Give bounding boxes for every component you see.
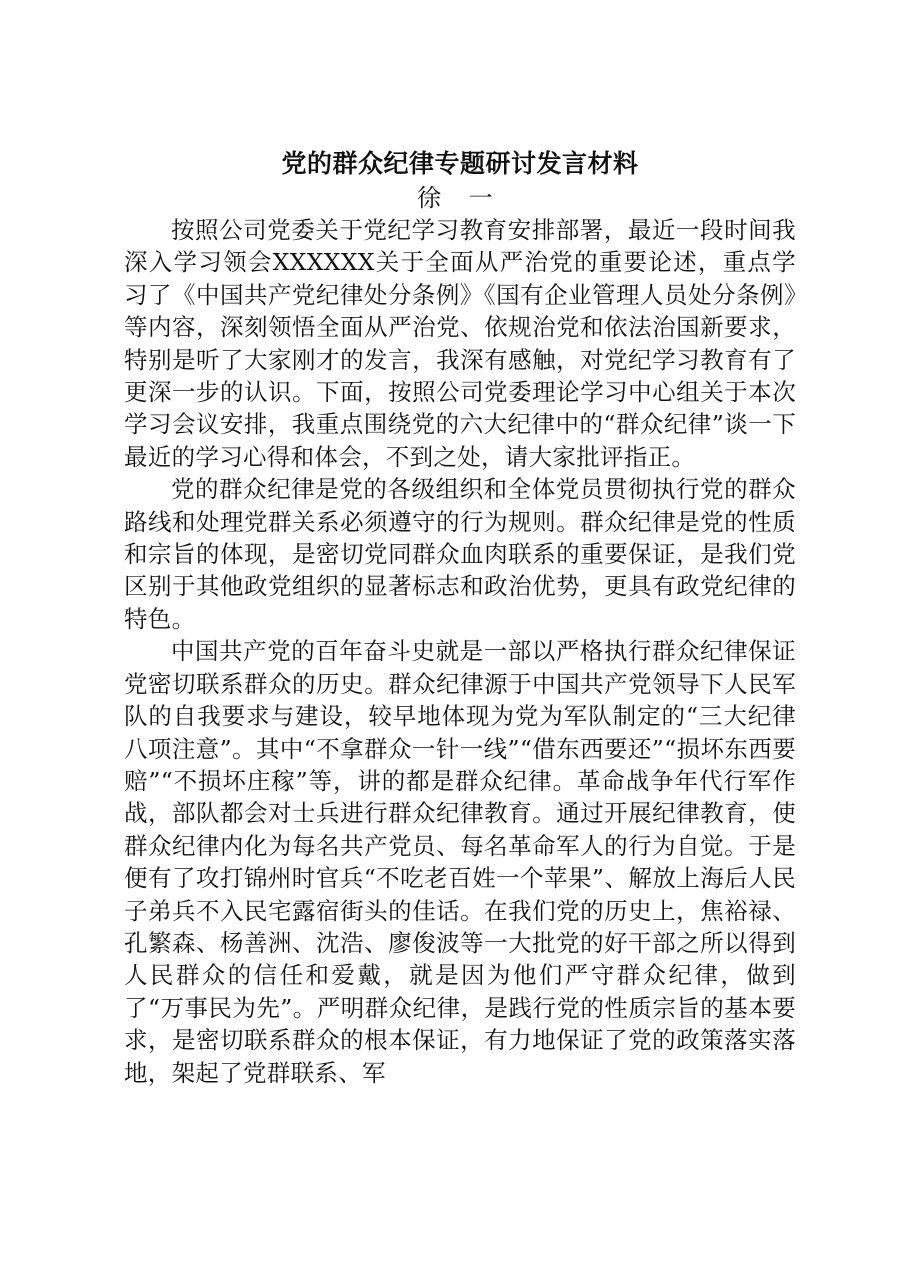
paragraph-history: 中国共产党的百年奋斗史就是一部以严格执行群众纪律保证党密切联系群众的历史。群众纪律源于中国共产党领导下人民军队的自我要求与建设，较早地体现为党为军队制定的“三大纪律八项注意”。其中“不拿群众一针一线”“借东西要还”“损坏东西要赔”“不损坏庄稼”等，讲的都是群众纪律。革命战争年代行军作战，部队都会对士兵进行群众纪律教育。通过开展纪律教育，使群众纪律内化为每名共产党员、每名革命军人的行为自觉。于是便有了攻打锦州时官兵“不吃老百姓一个苹果”、解放上海后人民子弟兵不入民宅露宿街头的佳话。在我们党的历史上，焦裕禄、孔繁森、杨善洲、沈浩、廖俊波等一大批党的好干部之所以得到人民群众的信任和爱戴，就是因为他们严守群众纪律，做到了“万事民为先”。严明群众纪律，是践行党的性质宗旨的基本要求，是密切联系群众的根本保证，有力地保证了党的政策落实落地，架起了党群联系、军 xyxy=(124,637,796,1087)
document-author: 徐 一 xyxy=(417,184,503,212)
document-title: 党的群众纪律专题研讨发言材料 xyxy=(281,149,639,178)
document-page xyxy=(124,146,796,1089)
paragraph-intro: 按照公司党委关于党纪学习教育安排部署，最近一段时间我深入学习领会XXXXXX关于全面从严治党的重要论述，重点学习了《中国共产党纪律处分条例》《国有企业管理人员处分条例》等内容，深刻领悟全面从严治党、依规治党和依法治国新要求，特别是听了大家刚才的发言，我深有感触，对党纪学习教育有了更深一步的认识。下面，按照公司党委理论学习中心组关于本次学习会议安排，我重点围绕党的六大纪律中的“群众纪律”谈一下最近的学习心得和体会，不到之处，请大家批评指正。 xyxy=(124,216,796,471)
paragraph-definition: 党的群众纪律是党的各级组织和全体党员贯彻执行党的群众路线和处理党群关系必须遵守的行为规则。群众纪律是党的性质和宗旨的体现，是密切党同群众血肉联系的重要保证，是我们党区别于其他政党组织的显著标志和政治优势，更具有政党纪律的特色。 xyxy=(124,475,796,633)
